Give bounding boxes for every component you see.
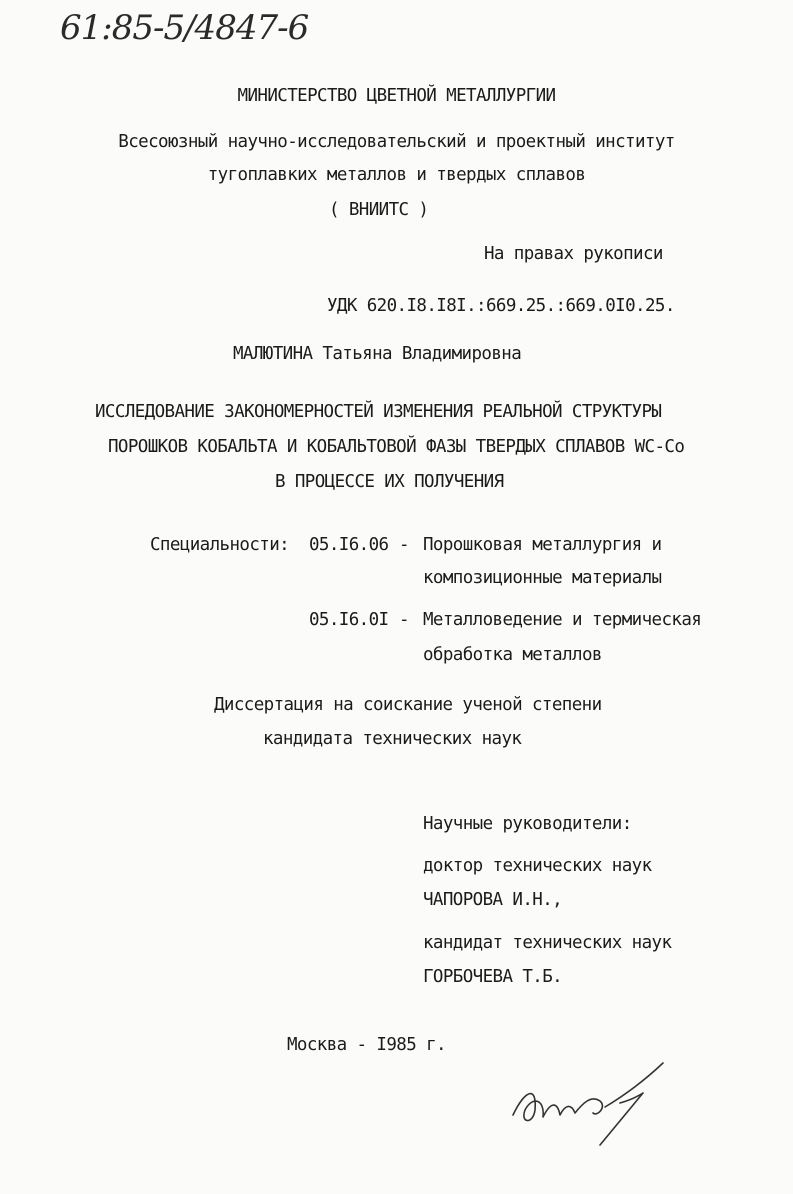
supervisor-2-degree: кандидат технических наук	[423, 933, 672, 953]
thesis-title-line-3: В ПРОЦЕССЕ ИХ ПОЛУЧЕНИЯ	[275, 472, 504, 492]
thesis-title-line-1: ИССЛЕДОВАНИЕ ЗАКОНОМЕРНОСТЕЙ ИЗМЕНЕНИЯ РЕАЛЬНОЙ СТРУКТУРЫ	[95, 402, 662, 422]
institute-line-1: Всесоюзный научно-исследовательский и проектный институт	[118, 132, 675, 152]
specialty-2-dash: -	[399, 610, 409, 630]
supervisor-2-name: ГОРБОЧЕВА Т.Б.	[423, 967, 563, 987]
specialties-label: Специальности:	[150, 535, 290, 555]
specialty-1-dash: -	[399, 535, 409, 555]
specialty-1-name-line-1: Порошковая металлургия и	[423, 535, 662, 555]
signature-image	[505, 1055, 675, 1150]
supervisor-1-name: ЧАПОРОВА И.Н.,	[423, 890, 563, 910]
dissertation-line-2: кандидата технических наук	[263, 729, 522, 749]
manuscript-rights: На правах рукописи	[484, 244, 663, 264]
specialty-2-code: 05.I6.0I	[309, 610, 389, 630]
handwritten-archive-code: 61:85-5/4847-6	[60, 8, 309, 48]
city-year: Москва - I985 г.	[287, 1035, 446, 1055]
supervisor-1-degree: доктор технических наук	[423, 856, 652, 876]
dissertation-line-1: Диссертация на соискание ученой степени	[214, 695, 602, 715]
ministry-heading: МИНИСТЕРСТВО ЦВЕТНОЙ МЕТАЛЛУРГИИ	[237, 86, 556, 106]
author-name: МАЛЮТИНА Татьяна Владимировна	[233, 344, 522, 364]
specialty-1-code: 05.I6.06	[309, 535, 389, 555]
thesis-title-line-2: ПОРОШКОВ КОБАЛЬТА И КОБАЛЬТОВОЙ ФАЗЫ ТВЕРДЫХ СПЛАВОВ WC-Co	[108, 437, 685, 457]
specialty-2-name-line-2: обработка металлов	[423, 645, 602, 665]
supervisors-label: Научные руководители:	[423, 814, 632, 834]
institute-line-2: тугоплавких металлов и твердых сплавов	[207, 165, 586, 185]
udc-code: УДК 620.I8.I8I.:669.25.:669.0I0.25.	[327, 296, 675, 316]
specialty-1-name-line-2: композиционные материалы	[423, 568, 662, 588]
institute-abbreviation: ( ВНИИТС )	[329, 200, 429, 220]
specialty-2-name-line-1: Металловедение и термическая	[423, 610, 702, 630]
